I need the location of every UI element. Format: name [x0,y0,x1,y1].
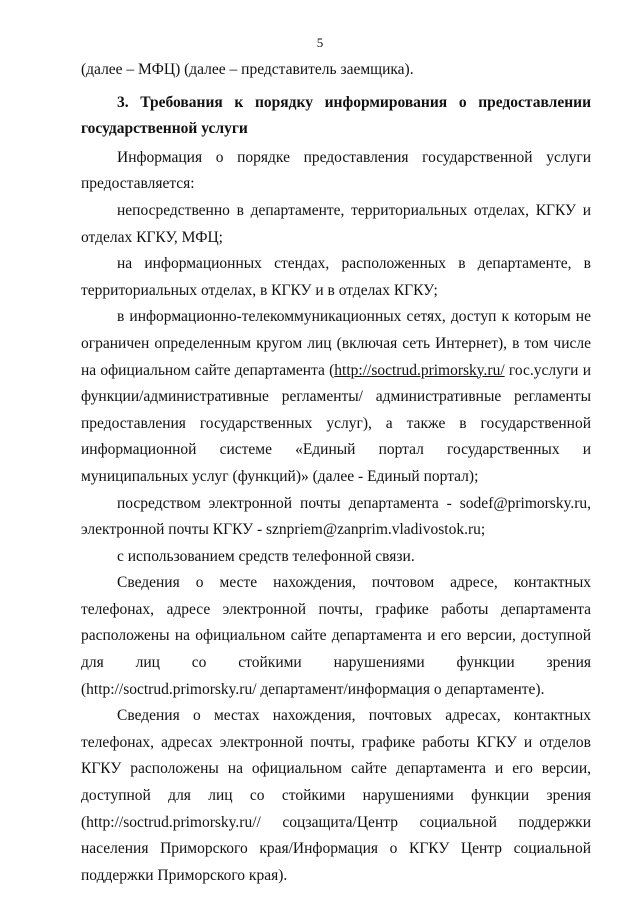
networks-text-part2: гос.услуги и функции/административные регламенты/ административные регламенты предоставления государственных услуг), а также в государственной информационной системе «Единый портал государственных и муниципальных услуг (функций)» (далее - Единый портал); [81,361,591,485]
page-number: 5 [316,35,324,50]
section-heading: 3. Требования к порядку информирования о предоставлении государственной услуги [81,93,591,138]
document-body [81,57,591,889]
list-item-phone: с использованием средств телефонной связи. [117,547,415,565]
paragraph-department-info: Сведения о месте нахождения, почтовом адресе, контактных телефонах, адресе электронной почты, графике работы департамента расположены на официальном сайте департамента и его версии, доступной для лиц со стойкими нарушениями функции зрения (http://soctrud.primorsky.ru/ департамент/информация о департаменте). [81,574,591,698]
list-item-direct: непосредственно в департаменте, территориальных отделах, КГКУ и отделах КГКУ, МФЦ; [81,201,591,246]
list-item-stands: на информационных стендах, расположенных в департаменте, в территориальных отделах, в КГКУ и в отделах КГКУ; [81,255,591,299]
paragraph-kgku-info: Сведения о местах нахождения, почтовых адресах, контактных телефонах, адресах электронной почты, графике работы КГКУ и отделов КГКУ расположены на официальном сайте департамента и его версии, доступной для лиц со стойкими нарушениями функции зрения (http://soctrud.primorsky.ru// соцзащита/Центр социальной поддержки населения Приморского края/Информация о КГКУ Центр социальной поддержки Приморского края). [81,707,591,884]
networks-text-part1: в информационно-телекоммуникационных сетях, доступ к которым не ограничен определенным кругом лиц (включая сеть Интернет), в том числе на официальном сайте департамента ( [81,308,591,379]
list-item-networks [81,304,591,490]
list-item-email: посредством электронной почты департамента - sodef@primorsky.ru, электронной почты КГКУ - sznpriem@zanprim.vladivostok.ru; [81,494,591,539]
intro-paragraph: Информация о порядке предоставления государственной услуги предоставляется: [81,148,591,193]
line-continuation: (далее – МФЦ) (далее – представитель заемщика). [81,61,414,78]
department-site-link[interactable]: http://soctrud.primorsky.ru/ [334,361,505,379]
